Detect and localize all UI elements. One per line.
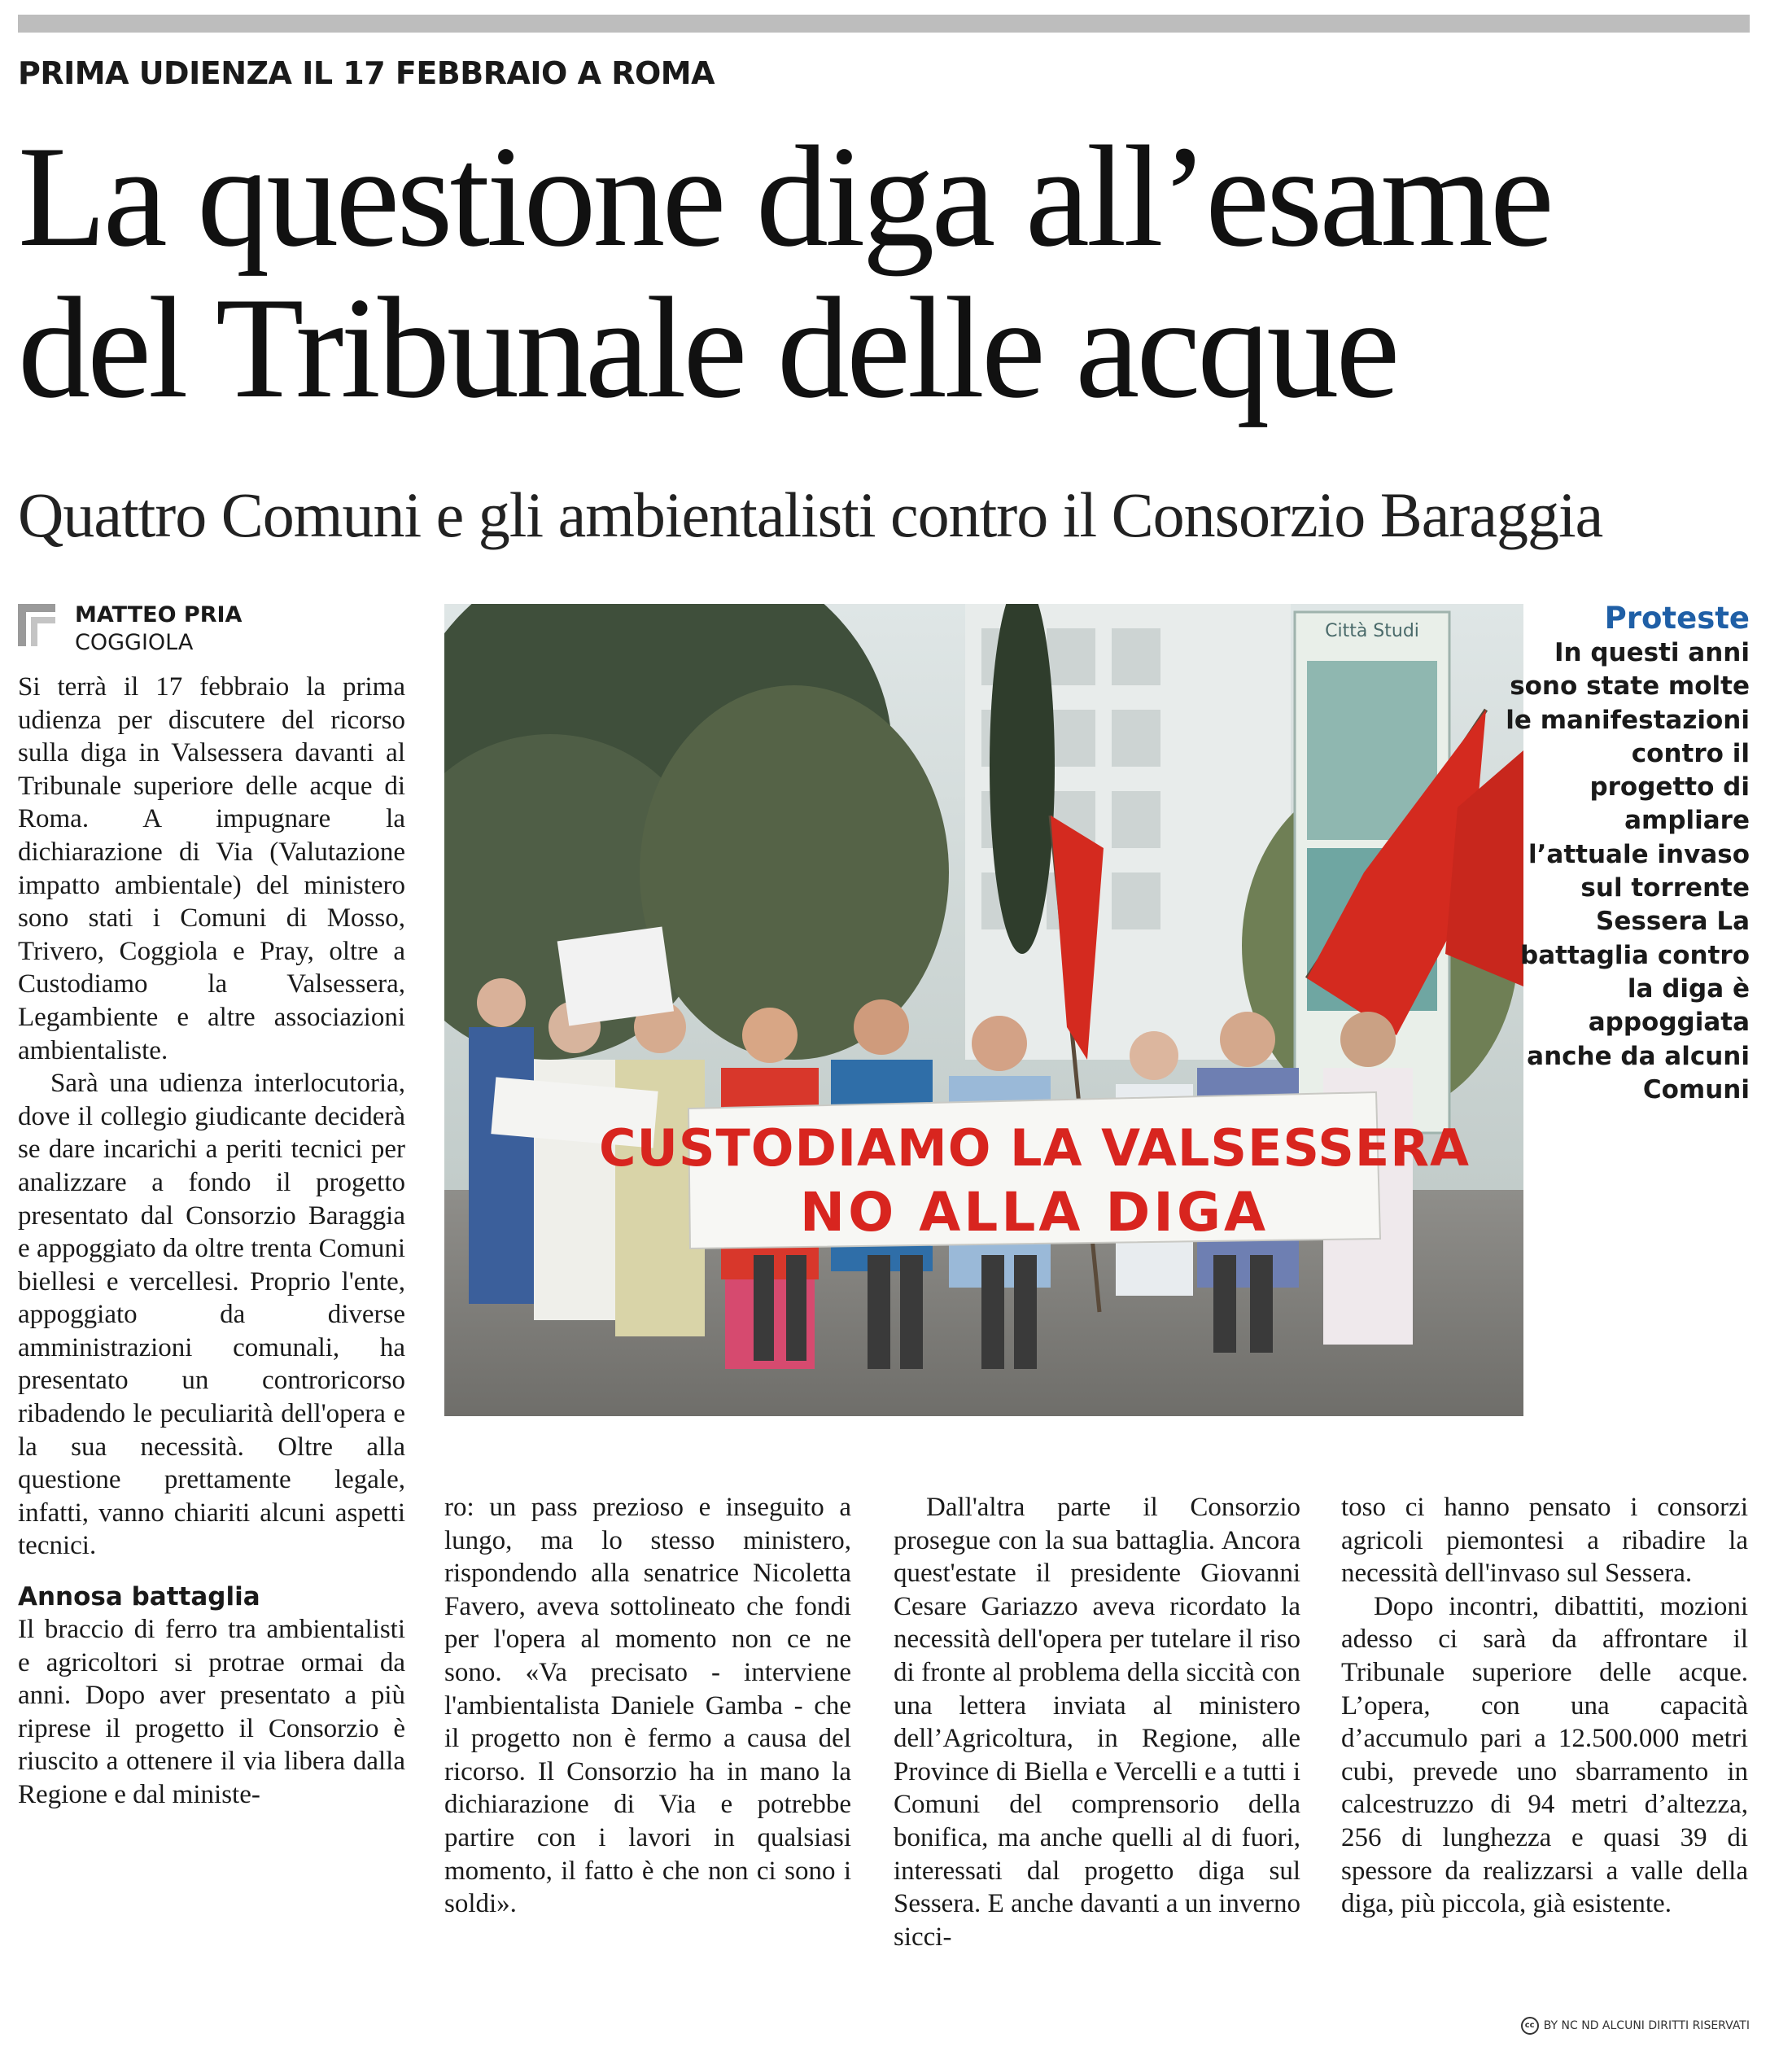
headline-line-1: La questione diga all’esame	[18, 116, 1551, 277]
paragraph: Si terrà il 17 febbraio la prima udienza per discutere del ricorso sulla diga in Valsessera davanti al Tribunale superiore delle acque di Roma. A impugnare la dichiarazione di Via (Valutazione impatto ambientale) del ministero sono stati i Comuni di Mosso, Trivero, Coggiola e Pray, oltre a Custodiamo la Valsessera, Legambiente e altre associazioni ambientaliste.	[18, 672, 405, 1065]
creative-commons-icon: cc	[1521, 2017, 1539, 2035]
paragraph: Il braccio di ferro tra ambientalisti e agricoltori si protrae ormai da anni. Dopo aver presentato a più riprese il progetto il Consorzio è riuscito a ottenere il via libera dalla Regione e dal ministe-	[18, 1615, 405, 1809]
kicker: PRIMA UDIENZA IL 17 FEBBRAIO A ROMA	[18, 55, 715, 91]
byline-place: COGGIOLA	[75, 630, 194, 655]
license-text: BY NC ND ALCUNI DIRITTI RISERVATI	[1543, 2019, 1750, 2032]
banner-text-line-1: CUSTODIAMO LA VALSESSERA	[599, 1118, 1470, 1178]
article-column-4	[1341, 1491, 1748, 1921]
article-column-3	[894, 1491, 1300, 1953]
paragraph: Sarà una udienza interlocutoria, dove il collegio giudicante deciderà se dare incarichi a periti tecnici per analizzare a fondo il progetto presentato dal Consorzio Baraggia e appoggiato da oltre trenta Comuni biellesi e vercellesi. Proprio l'ente, appoggiato da diverse amministrazioni comunali, ha presentato un controricorso ribadendo le peculiarità dell'opera e la sua necessità. Oltre alla questione prettamente legale, infatti, vanno chiariti alcuni aspetti tecnici.	[18, 1069, 405, 1561]
sign-text: Città Studi	[1325, 621, 1419, 641]
banner-text-line-2: NO ALLA DIGA	[799, 1181, 1270, 1244]
headline	[18, 116, 1776, 428]
license-credit	[1521, 2017, 1750, 2035]
paragraph: toso ci hanno pensato i consorzi agricoli piemontesi a ribadire la necessità dell'invaso sul Sessera.	[1341, 1493, 1748, 1589]
paragraph: Dopo incontri, dibattiti, mozioni adesso ci sarà da affrontare il Tribunale superiore delle acque. L’opera, con una capacità d’accumulo pari a 12.500.000 metri cubi, prevede uno sbarramento in calcestruzzo di 94 metri d’altezza, 256 di lunghezza e quasi 39 di spessore da realizzarsi a valle della diga, più piccola, già esistente.	[1341, 1591, 1748, 1919]
paragraph: ro: un pass prezioso e inseguito a lungo, ma lo stesso ministero, rispondendo alla senatrice Nicoletta Favero, aveva sottolineato che fondi per l'opera al momento non ce ne sono. «Va precisato - interviene l'ambientalista Daniele Gamba - che il progetto non è fermo a causa del ricorso. Il Consorzio ha in mano la dichiarazione di Via e potrebbe partire con i lavori in qualsiasi momento, il fatto è che non ci sono i soldi».	[444, 1493, 851, 1919]
protest-photo	[444, 604, 1523, 1416]
byline-corner-icon	[18, 604, 55, 646]
article-column-1	[18, 671, 405, 1812]
caption-title: Proteste	[1604, 601, 1750, 636]
byline-author: MATTEO PRIA	[75, 602, 243, 628]
caption-body: In questi anni sono state molte le manifestazioni contro il progetto di ampliare l’attuale invaso sul torrente Sessera La battaglia contro la diga è appoggiata anche da alcuni Comuni	[1506, 638, 1750, 1104]
protest-photo-illustration	[444, 604, 1523, 1416]
section-heading: Annosa battaglia	[18, 1582, 260, 1612]
headline-line-2: del Tribunale delle acque	[18, 267, 1397, 428]
top-rule	[18, 15, 1750, 33]
paragraph: Dall'altra parte il Consorzio prosegue con la sua battaglia. Ancora quest'estate il presidente Giovanni Cesare Gariazzo aveva ricordato la necessità dell'opera per tutelare il riso di fronte al problema della siccità con una lettera inviata al ministero dell’Agricoltura, in Regione, alle Province di Biella e Vercelli e a tutti i Comuni del comprensorio della bonifica, ma anche quelli al di fuori, interessati dal progetto diga sul Sessera. E anche davanti a un inverno sicci-	[894, 1493, 1300, 1952]
article-column-2	[444, 1491, 851, 1921]
subheadline: Quattro Comuni e gli ambientalisti contro il Consorzio Baraggia	[18, 479, 1603, 550]
